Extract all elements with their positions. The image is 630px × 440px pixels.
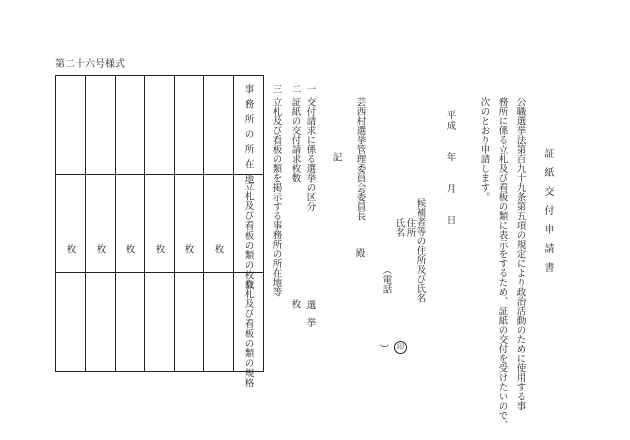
item-2-text: 証紙の交付請求枚数	[289, 97, 301, 183]
office-table	[55, 75, 264, 388]
seal-mark	[394, 341, 407, 354]
seal-mark-text: 印	[397, 343, 404, 351]
item-3-text: 立札及び看板の類を掲示する事務所の所在地等	[270, 97, 282, 297]
item-2-number: 二	[289, 84, 301, 94]
count-cell-unit: 枚	[123, 244, 135, 254]
table-divider-2	[56, 272, 263, 273]
item-3-number: 三	[270, 84, 282, 94]
phone-close-paren: ）	[377, 343, 389, 354]
addressee: 芸西村選挙管理委員会委員長	[354, 97, 366, 221]
count-cell-unit: 枚	[94, 244, 106, 254]
name-label: 氏名	[393, 218, 405, 237]
header-location: 事務所の所在地	[242, 84, 254, 189]
table-col-line-1	[85, 76, 86, 371]
table-col-line-2	[115, 76, 116, 371]
header-count: 立札及び看板の類の枚数	[242, 181, 254, 290]
date-line: 平成 年 月 日	[444, 110, 456, 226]
table-col-line-6	[233, 76, 234, 371]
count-cell-unit: 枚	[64, 244, 76, 254]
body-line-3: 次のとおり申請します。	[478, 97, 490, 202]
header-spec: 立札及び看板の類の規格	[242, 279, 254, 388]
form-label: 第二十六号様式	[55, 59, 125, 70]
count-cell-unit: 枚	[212, 244, 224, 254]
table-col-line-4	[174, 76, 175, 371]
applicant-label: 候補者等の住所及び氏名	[414, 198, 426, 303]
table-col-line-5	[203, 76, 204, 371]
table-col-line-3	[144, 76, 145, 371]
phone-label: （電話	[380, 265, 392, 294]
item-2-suffix: 枚	[289, 299, 301, 309]
body-line-2: 務所に係る立札及び看板の類に表示をするため、証紙の交付を受けたいので、	[496, 97, 508, 430]
document-title: 証紙交付申請書	[542, 148, 553, 281]
count-cell-unit: 枚	[153, 244, 165, 254]
ki-marker: 記	[330, 152, 342, 162]
item-1-number: 一	[304, 84, 316, 94]
item-1-text: 交付請求に係る選挙の区分	[304, 97, 316, 211]
item-1-suffix: 選挙	[304, 300, 316, 335]
honorific: 殿	[353, 248, 365, 258]
body-line-1: 公職選挙法第百九十九条第五項の規定により政治活動のために使用する事	[514, 97, 526, 411]
address-label: 住所	[404, 218, 416, 237]
count-cell-unit: 枚	[182, 244, 194, 254]
table-divider-1	[56, 174, 263, 175]
